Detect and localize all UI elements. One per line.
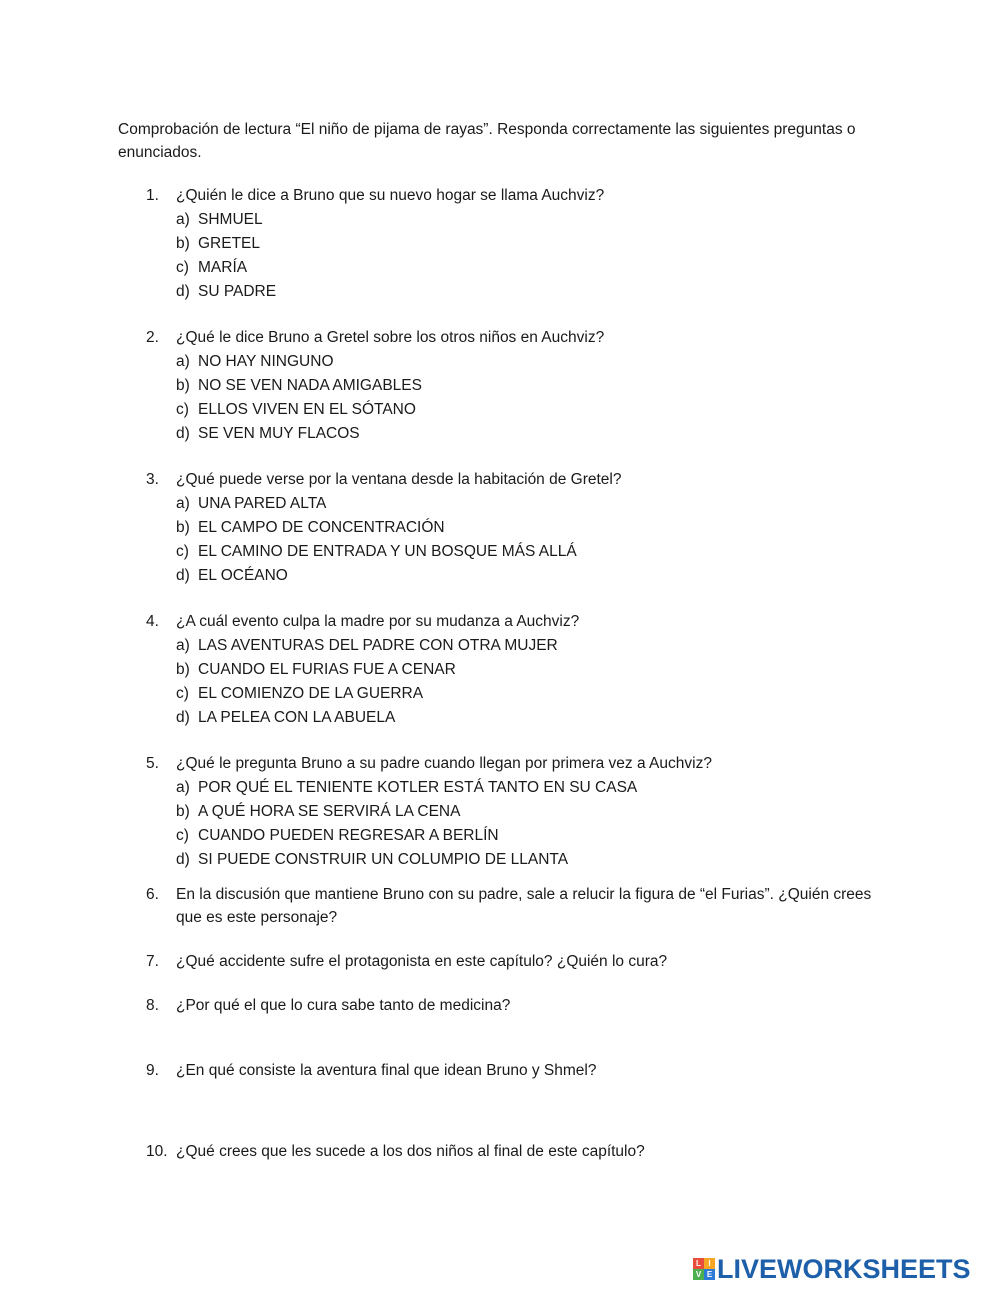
question-number: 10.	[146, 1143, 168, 1160]
option-a[interactable]	[176, 492, 577, 516]
option-b[interactable]	[176, 800, 637, 824]
logo-mark-letter: I	[704, 1258, 715, 1269]
question-text: ¿En qué consiste la aventura final que idean Bruno y Shmel?	[176, 1062, 597, 1079]
option-d[interactable]	[176, 422, 422, 446]
option-b[interactable]	[176, 232, 276, 256]
option-list	[176, 776, 637, 872]
question-number: 5.	[146, 755, 159, 772]
question-text: En la discusión que mantiene Bruno con su padre, sale a relucir la figura de “el Furias”. ¿Quién crees que es este personaje?	[176, 886, 872, 926]
question-number: 8.	[146, 997, 159, 1014]
question-text: ¿Qué le pregunta Bruno a su padre cuando llegan por primera vez a Auchviz?	[176, 755, 712, 772]
option-text: EL COMIENZO DE LA GUERRA	[198, 685, 424, 702]
option-list	[176, 208, 276, 304]
option-letter: b)	[176, 235, 190, 252]
option-b[interactable]	[176, 374, 422, 398]
option-letter: a)	[176, 495, 190, 512]
question-number: 9.	[146, 1062, 159, 1079]
question-number: 4.	[146, 613, 159, 630]
option-list	[176, 350, 422, 446]
option-list	[176, 492, 577, 588]
option-letter: a)	[176, 779, 190, 796]
option-letter: d)	[176, 709, 190, 726]
option-d[interactable]	[176, 280, 276, 304]
option-text: EL CAMPO DE CONCENTRACIÓN	[198, 519, 445, 536]
option-d[interactable]	[176, 564, 577, 588]
option-text: POR QUÉ EL TENIENTE KOTLER ESTÁ TANTO EN SU CASA	[198, 779, 638, 796]
question-number: 2.	[146, 329, 159, 346]
question-text: ¿Qué crees que les sucede a los dos niños al final de este capítulo?	[176, 1143, 645, 1160]
option-letter: a)	[176, 637, 190, 654]
option-text: CUANDO EL FURIAS FUE A CENAR	[198, 661, 456, 678]
option-text: SI PUEDE CONSTRUIR UN COLUMPIO DE LLANTA	[198, 851, 569, 868]
option-text: UNA PARED ALTA	[198, 495, 327, 512]
question-number: 3.	[146, 471, 159, 488]
option-text: EL CAMINO DE ENTRADA Y UN BOSQUE MÁS ALLÁ	[198, 543, 577, 560]
question-number: 6.	[146, 886, 159, 903]
option-a[interactable]	[176, 350, 422, 374]
liveworksheets-logo	[693, 1254, 971, 1284]
option-letter: a)	[176, 353, 190, 370]
option-a[interactable]	[176, 208, 276, 232]
option-text: NO HAY NINGUNO	[198, 353, 334, 370]
option-letter: b)	[176, 661, 190, 678]
logo-mark-letter: L	[693, 1258, 704, 1269]
option-text: LAS AVENTURAS DEL PADRE CON OTRA MUJER	[198, 637, 558, 654]
question-text: ¿Qué accidente sufre el protagonista en este capítulo? ¿Quién lo cura?	[176, 953, 668, 970]
option-letter: b)	[176, 519, 190, 536]
option-text: NO SE VEN NADA AMIGABLES	[198, 377, 422, 394]
option-letter: c)	[176, 827, 189, 844]
option-letter: c)	[176, 401, 189, 418]
option-letter: c)	[176, 259, 189, 276]
question-number: 1.	[146, 187, 159, 204]
option-text: A QUÉ HORA SE SERVIRÁ LA CENA	[198, 803, 461, 820]
option-letter: d)	[176, 283, 190, 300]
option-text: MARÍA	[198, 259, 248, 276]
intro-text: Comprobación de lectura “El niño de pijama de rayas”. Responda correctamente las siguientes preguntas o enunciados.	[118, 121, 856, 161]
option-text: SU PADRE	[198, 283, 277, 300]
option-a[interactable]	[176, 776, 637, 800]
option-c[interactable]	[176, 256, 276, 280]
option-letter: b)	[176, 803, 190, 820]
option-a[interactable]	[176, 634, 558, 658]
option-text: CUANDO PUEDEN REGRESAR A BERLÍN	[198, 827, 499, 844]
option-d[interactable]	[176, 848, 637, 872]
option-letter: c)	[176, 543, 189, 560]
option-letter: a)	[176, 211, 190, 228]
liveworksheets-logo-icon	[693, 1258, 715, 1280]
logo-text: LIVEWORKSHEETS	[717, 1253, 971, 1284]
option-c[interactable]	[176, 824, 637, 848]
question-text: ¿Qué puede verse por la ventana desde la habitación de Gretel?	[176, 471, 622, 488]
question-number: 7.	[146, 953, 159, 970]
option-text: LA PELEA CON LA ABUELA	[198, 709, 396, 726]
option-letter: d)	[176, 425, 190, 442]
option-text: SE VEN MUY FLACOS	[198, 425, 360, 442]
option-text: GRETEL	[198, 235, 261, 252]
option-letter: c)	[176, 685, 189, 702]
option-list	[176, 634, 558, 730]
option-letter: d)	[176, 851, 190, 868]
option-c[interactable]	[176, 398, 422, 422]
option-d[interactable]	[176, 706, 558, 730]
question-text: ¿Por qué el que lo cura sabe tanto de medicina?	[176, 997, 511, 1014]
option-c[interactable]	[176, 540, 577, 564]
option-letter: b)	[176, 377, 190, 394]
option-b[interactable]	[176, 516, 577, 540]
option-letter: d)	[176, 567, 190, 584]
question-text: ¿Quién le dice a Bruno que su nuevo hogar se llama Auchviz?	[176, 187, 605, 204]
option-text: EL OCÉANO	[198, 567, 288, 584]
option-text: ELLOS VIVEN EN EL SÓTANO	[198, 401, 416, 418]
option-text: SHMUEL	[198, 211, 263, 228]
question-text: ¿Qué le dice Bruno a Gretel sobre los otros niños en Auchviz?	[176, 329, 605, 346]
logo-mark-letter: V	[693, 1269, 704, 1280]
logo-mark-letter: E	[704, 1269, 715, 1280]
option-b[interactable]	[176, 658, 558, 682]
question-text: ¿A cuál evento culpa la madre por su mudanza a Auchviz?	[176, 613, 580, 630]
option-c[interactable]	[176, 682, 558, 706]
